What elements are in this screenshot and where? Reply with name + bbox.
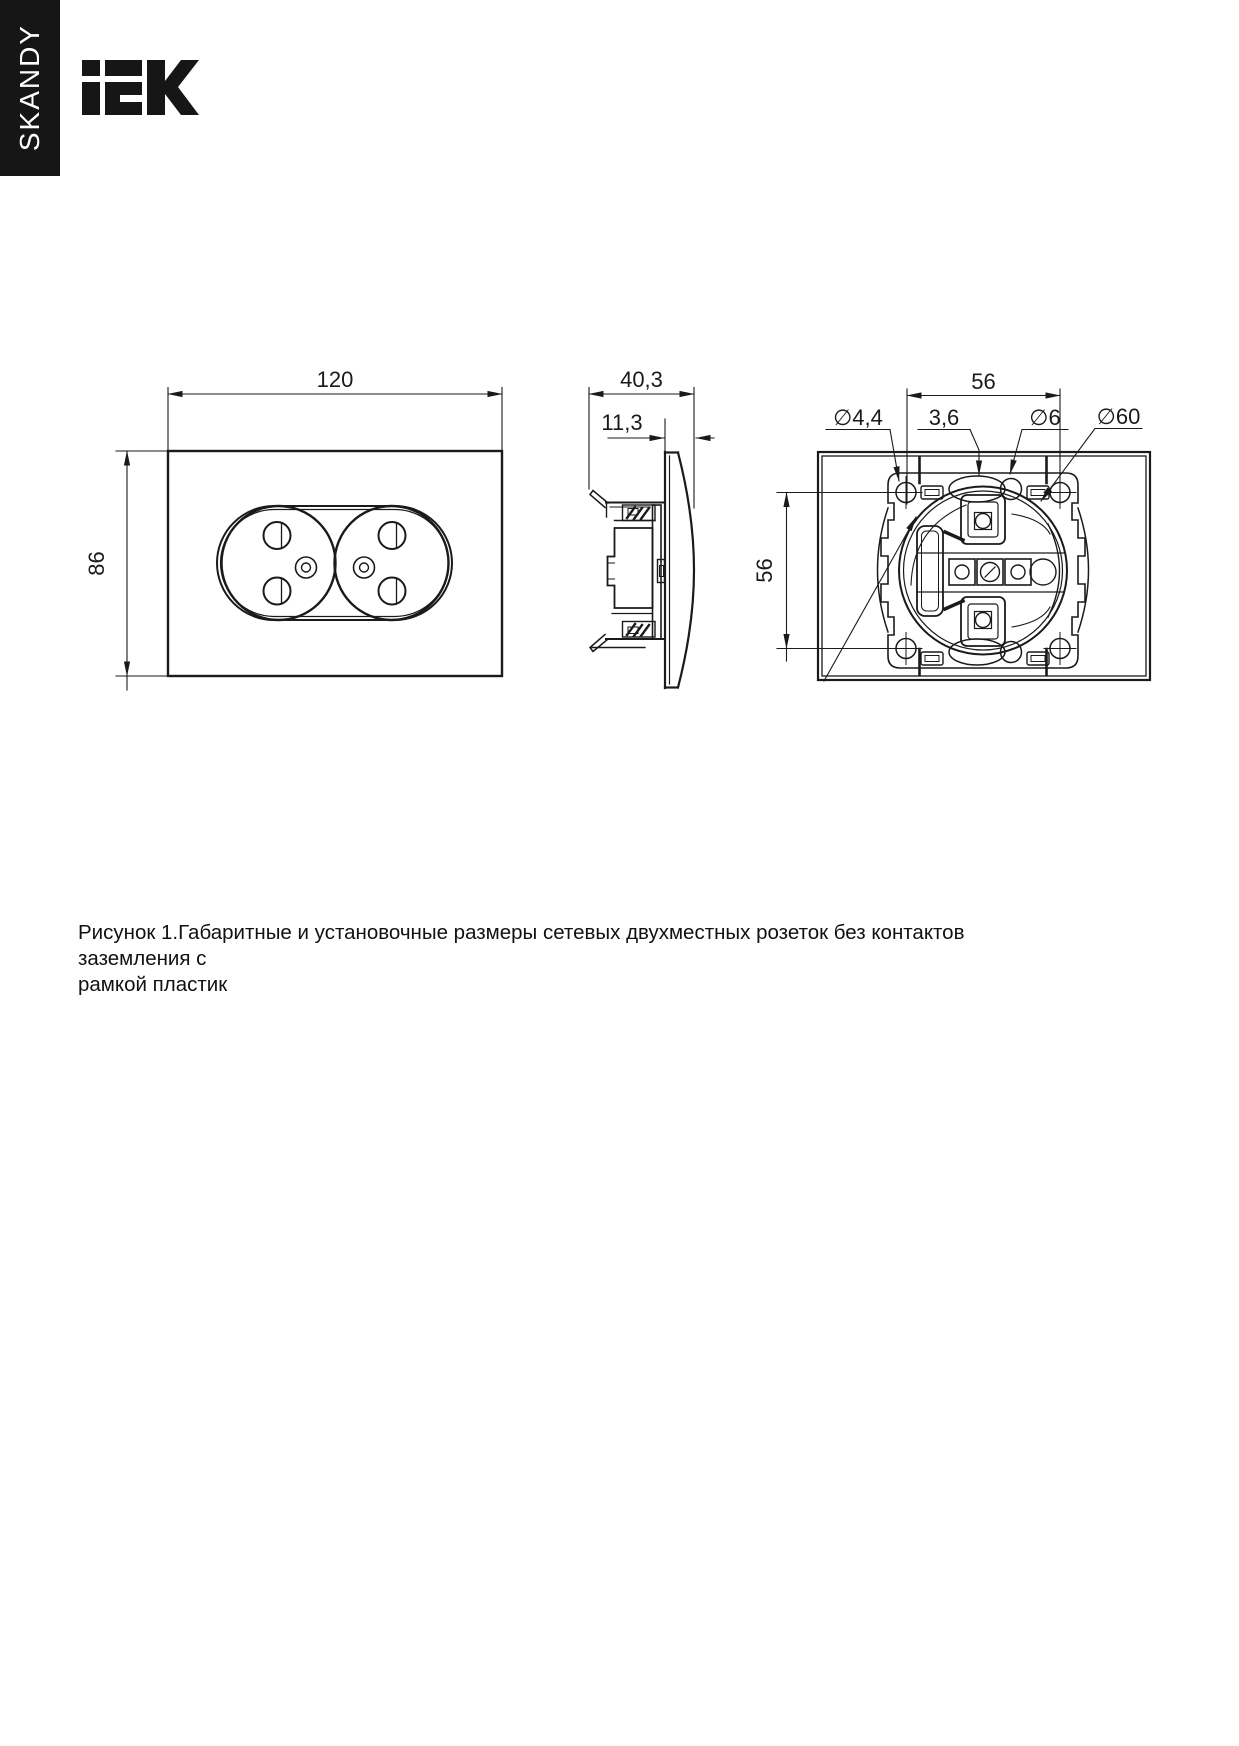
front-width-label: 120 bbox=[316, 367, 354, 392]
rear-claw-screw-label: 3,6 bbox=[928, 405, 960, 430]
side-depth-dimension bbox=[589, 388, 694, 509]
front-width-dimension bbox=[168, 388, 502, 451]
side-cover-plate bbox=[665, 452, 694, 688]
terminal-strip bbox=[918, 553, 1064, 592]
series-banner bbox=[0, 0, 60, 176]
figure-caption-line2: рамкой пластик bbox=[78, 973, 228, 996]
side-view-drawing bbox=[589, 367, 714, 688]
figure-caption bbox=[78, 920, 1038, 998]
rear-view-drawing bbox=[752, 369, 1150, 681]
figure-drawings bbox=[60, 330, 1239, 710]
rear-top-span-label: 56 bbox=[971, 369, 996, 394]
iek-logo-glyphs bbox=[82, 60, 199, 115]
iek-logo bbox=[82, 59, 200, 116]
rear-fix-hole-label: ∅4,4 bbox=[833, 405, 883, 430]
series-label: SKANDY bbox=[14, 24, 45, 152]
side-protrusion-label: 11,3 bbox=[601, 410, 643, 435]
rear-leader-lines bbox=[824, 429, 1142, 682]
front-height-label: 86 bbox=[84, 551, 109, 576]
side-depth-label: 40,3 bbox=[620, 367, 663, 392]
rear-left-span-label: 56 bbox=[752, 558, 777, 583]
side-mechanism bbox=[608, 505, 665, 639]
front-view-drawing bbox=[84, 367, 502, 690]
front-height-dimension bbox=[116, 451, 167, 690]
rear-mechanism-diameter-label: ∅60 bbox=[1096, 404, 1141, 429]
figure-caption-line1: Рисунок 1.Габаритные и установочные размеры сетевых двухместных розеток без контактов заземления с bbox=[78, 921, 965, 970]
rear-oval-hole-label: ∅6 bbox=[1029, 405, 1061, 430]
rear-left-span-dimension bbox=[777, 493, 918, 662]
mechanism-detail-arcs bbox=[911, 505, 1060, 627]
